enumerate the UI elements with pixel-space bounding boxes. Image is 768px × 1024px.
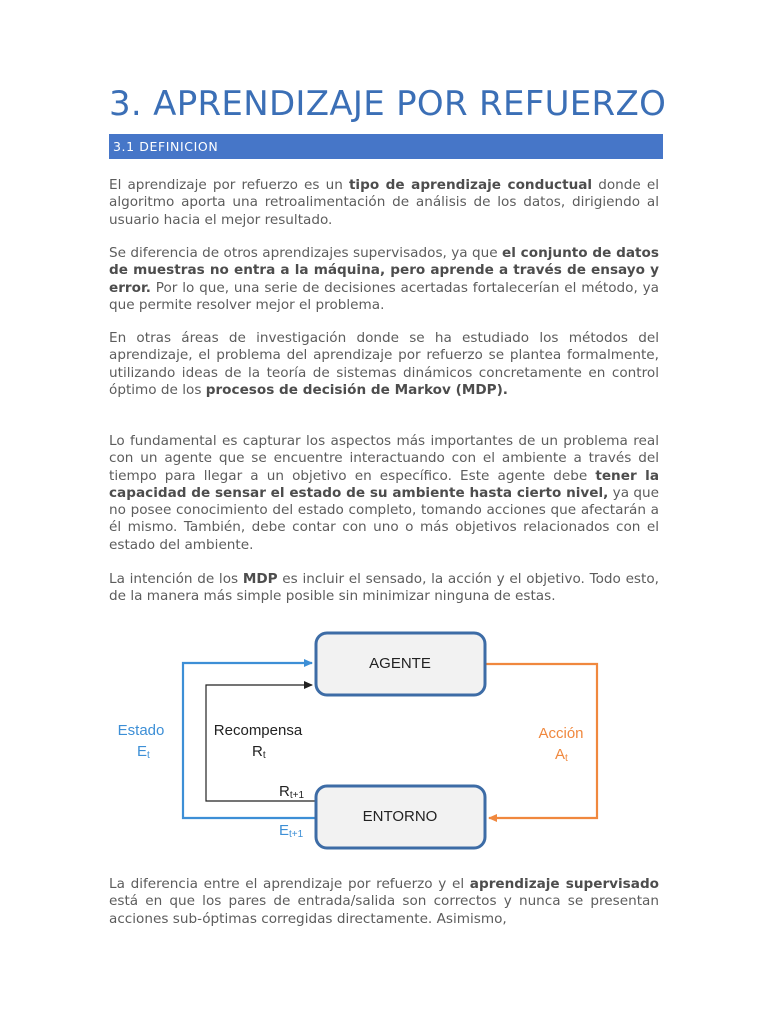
state-next-letter: E (279, 822, 290, 839)
text-run: es incluir el sensado, la acción y el objetivo. Todo esto, de la manera más simple posible sin minimizar ninguna de estas. (109, 571, 659, 605)
text-run: ya que no posee conocimiento del estado completo, tomando acciones que afectarán a él mismo. También, debe contar con uno o más objetivos relacionados con el estado del ambiente. (109, 484, 660, 553)
reward-symbol-sub: t (262, 750, 266, 761)
environment-label: ENTORNO (362, 808, 438, 825)
text-run: En otras áreas de investigación donde se ha estudiado los métodos del aprendizaje, el problema del aprendizaje por refuerzo se plantea formalmente, utilizando ideas de la teoría de sistemas dinámicos concretamente en control óptimo de los (109, 330, 659, 398)
reward-symbol (252, 743, 266, 761)
reward-next-sub: t+1 (289, 790, 305, 801)
reward-symbol-letter: R (252, 743, 263, 760)
text-run: Por lo que, una serie de decisiones acertadas fortalecerían el método, ya que permite resolver mejor el problema. (109, 279, 659, 313)
section-heading: 3.1 DEFINICION (109, 134, 663, 159)
reward-next-symbol (279, 783, 304, 801)
text-run: La intención de los (109, 571, 243, 587)
action-symbol (555, 746, 568, 764)
bold-text: MDP (242, 571, 278, 587)
page-title: 3. APRENDIZAJE POR REFUERZO (109, 84, 667, 124)
action-label: Acción (538, 725, 584, 742)
bold-text: el conjunto de datos de muestras no entra a la máquina, pero aprende a través de ensayo y error. (109, 245, 659, 296)
state-next-sub: t+1 (289, 829, 304, 840)
bold-text: tener la capacidad de sensar el estado de su ambiente hasta cierto nivel, (109, 467, 659, 501)
state-symbol-letter: E (137, 743, 148, 760)
text-run: Se diferencia de otros aprendizajes supervisados, ya que (109, 245, 502, 261)
agent-label: AGENTE (369, 655, 431, 672)
text-run: donde el algoritmo aporta una retroalimentación de análisis de los datos, dirigiendo al usuario hacia el mejor resultado. (109, 177, 660, 228)
action-symbol-sub: t (565, 753, 568, 764)
text-run: Lo fundamental es capturar los aspectos más importantes de un problema real con un agente que se encuentre interactuando con el ambiente a través del tiempo para llegar a un objetivo en específico. Este agente debe (109, 433, 659, 484)
reward-next-letter: R (279, 783, 290, 800)
state-label: Estado (117, 722, 165, 739)
bold-text: aprendizaje supervisado (469, 876, 660, 892)
text-run: La diferencia entre el aprendizaje por refuerzo y el (109, 876, 470, 892)
state-symbol (137, 743, 150, 761)
text-run: El aprendizaje por refuerzo es un (109, 177, 349, 193)
state-symbol-sub: t (147, 750, 150, 761)
bold-text: tipo de aprendizaje conductual (348, 177, 593, 193)
state-next-symbol (279, 822, 304, 840)
reward-label: Recompensa (213, 722, 303, 739)
text-run: está en que los pares de entrada/salida son correctos y nunca se presentan acciones sub-óptimas corregidas directamente. Asimismo, (109, 893, 659, 927)
bold-text: procesos de decisión de Markov (MDP). (205, 381, 508, 398)
action-symbol-letter: A (555, 746, 566, 763)
